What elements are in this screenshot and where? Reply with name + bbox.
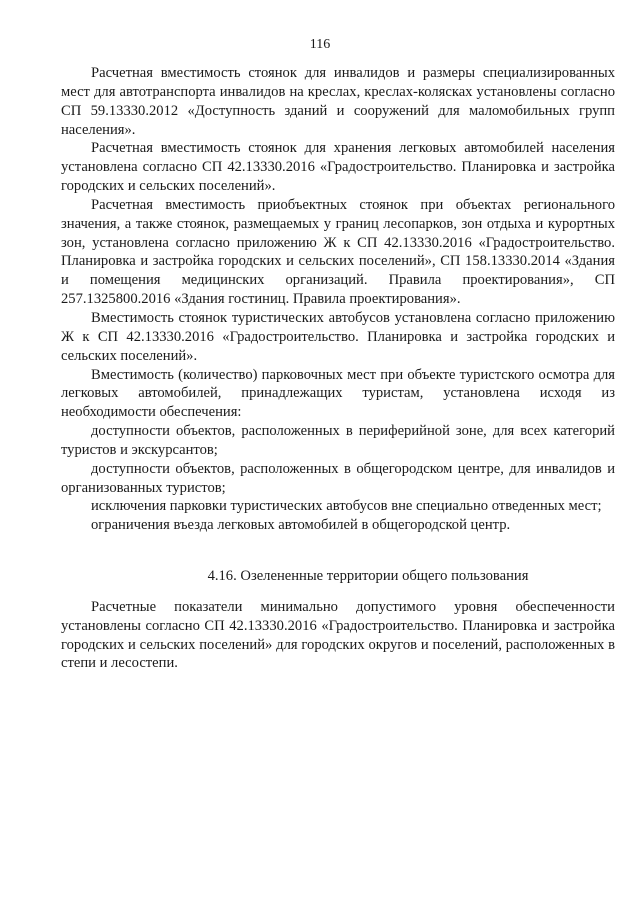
list-item-bus-parking-exclusion: исключения парковки туристических автобусов вне специально отведенных мест; [91,498,602,515]
list-item-center-access: доступности объектов, расположенных в общегородском центре, для инвалидов и организованных туристов; [61,460,615,496]
paragraph-parking-disabled: Расчетная вместимость стоянок для инвалидов и размеры специализированных мест для автотранспорта инвалидов на креслах, креслах-колясках установлены согласно СП 59.13330.2012 «Доступность зданий и сооружений для маломобильных групп населения». [61,65,615,138]
section-heading: 4.16. Озелененные территории общего пользования [207,568,529,585]
paragraph-parking-residents: Расчетная вместимость стоянок для хранения легковых автомобилей населения установлена согласно СП 42.13330.2016 «Градостроительство. Планировка и застройка городских и сельских поселений». [61,140,615,195]
paragraph-tourist-buses: Вместимость стоянок туристических автобусов установлена согласно приложению Ж к СП 42.13330.2016 «Градостроительство. Планировка и застройка городских и сельских поселений». [61,309,615,364]
paragraph-tourist-site-parking: Вместимость (количество) парковочных мест при объекте туристского осмотра для легковых автомобилей, принадлежащих туристам, установлена исходя из необходимости обеспечения: [61,366,615,421]
list-item-car-entry-restriction: ограничения въезда легковых автомобилей в общегородской центр. [91,517,511,534]
list-item-periphery-access: доступности объектов, расположенных в периферийной зоне, для всех категорий туристов и экскурсантов; [61,423,615,458]
paragraph-parking-regional-objects: Расчетная вместимость приобъектных стоянок при объектах регионального значения, а также стоянок, размещаемых у границ лесопарков, зон отдыха и курортных зон, установлена согласно приложению Ж к СП 42.13330.2016 «Градостроительство. Планировка и застройка городских и сельских поселений», СП 158.13330.2014 «Здания и помещения медицинских организаций. Правила проектирования», СП 257.1325800.2016 «Здания гостиниц. Правила проектирования». [61,196,615,308]
paragraph-green-areas: Расчетные показатели минимально допустимого уровня обеспеченности установлены согласно СП 42.13330.2016 «Градостроительство. Планировка и застройка городских и сельских поселений» для городских округов и поселений, расположенных в степи и лесостепи. [61,598,615,672]
page-number: 116 [309,37,331,52]
document-body [61,64,615,673]
